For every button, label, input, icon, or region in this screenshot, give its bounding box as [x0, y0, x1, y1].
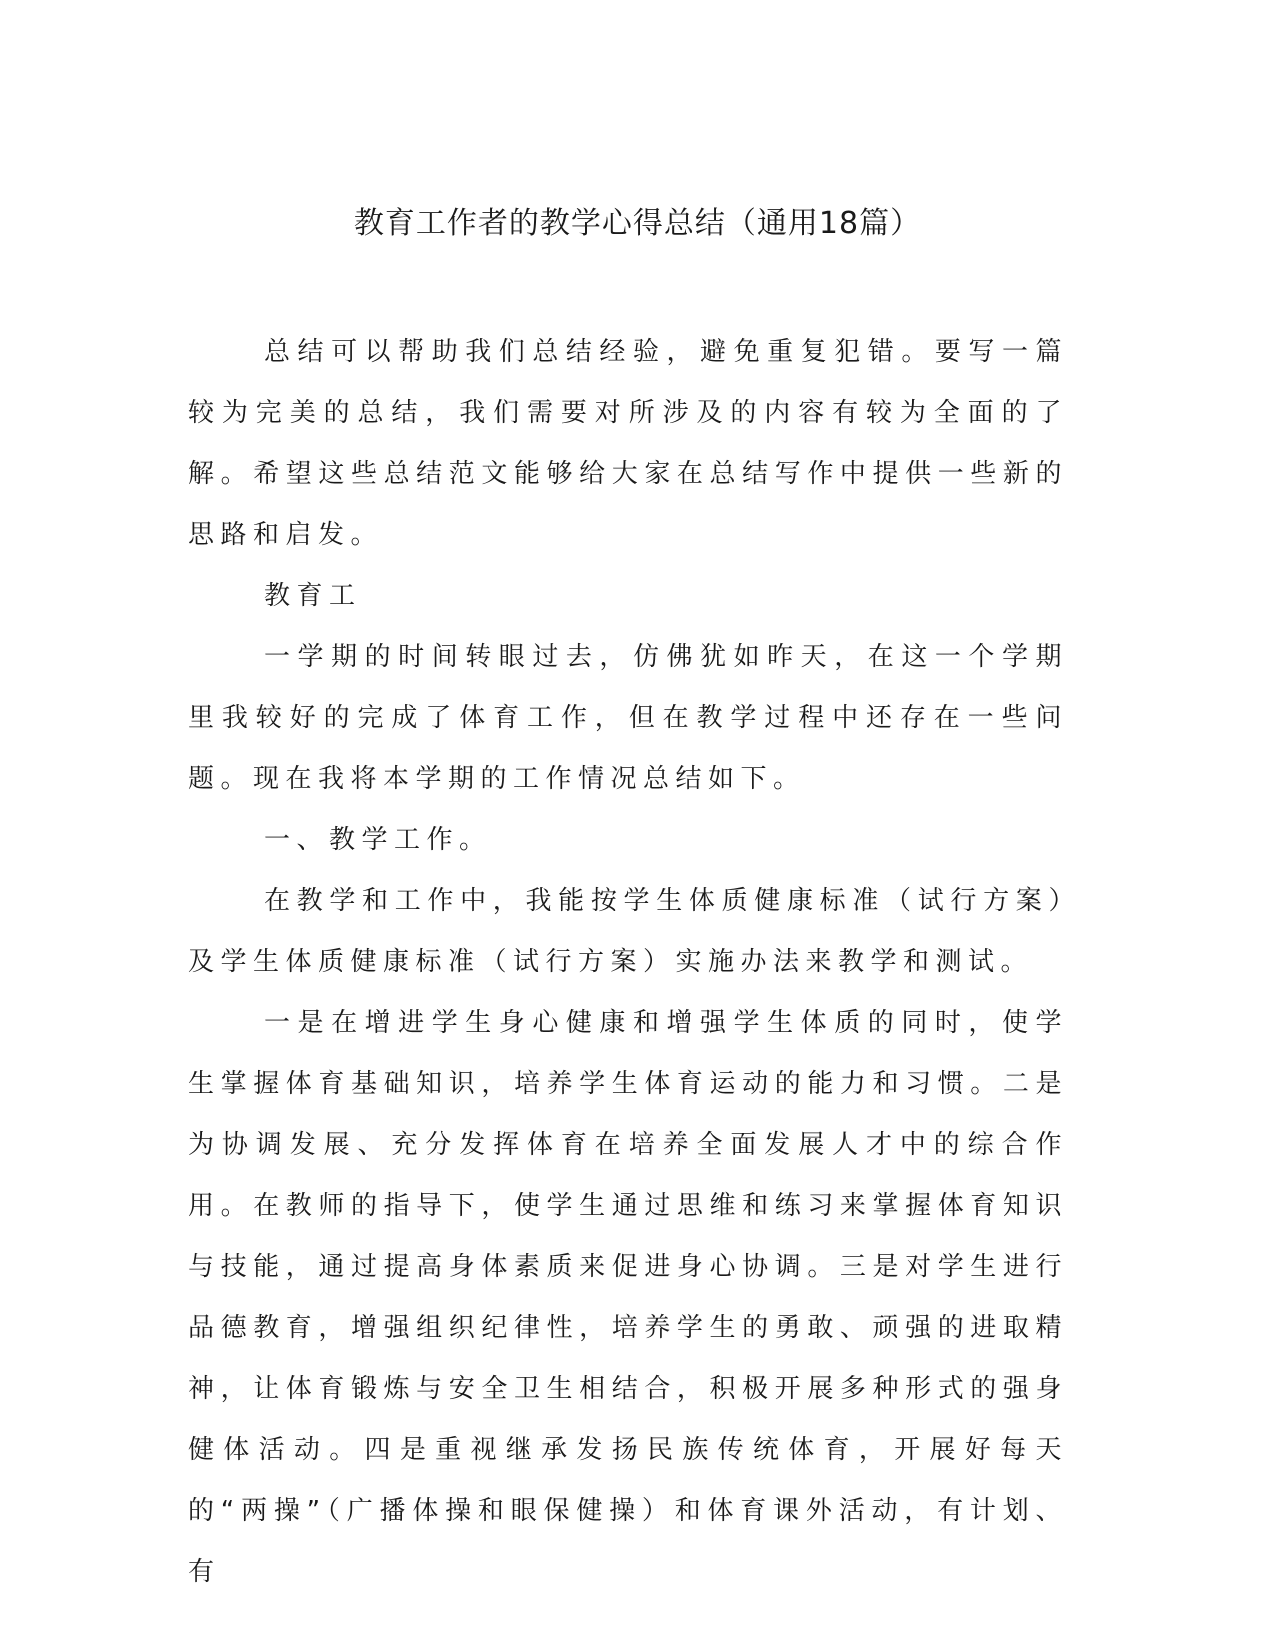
- paragraph-semester: 一学期的时间转眼过去，仿佛犹如昨天，在这一个学期里我较好的完成了体育工作，但在教学过程中还存在一些问题。现在我将本学期的工作情况总结如下。: [188, 642, 1068, 794]
- document-body: [188, 322, 1068, 1603]
- paragraph-standards: 在教学和工作中，我能按学生体质健康标准（试行方案）及学生体质健康标准（试行方案）实施办法来教学和测试。: [188, 886, 1068, 977]
- paragraph-intro: 总结可以帮助我们总结经验，避免重复犯错。要写一篇较为完美的总结，我们需要对所涉及的内容有较为全面的了解。希望这些总结范文能够给大家在总结写作中提供一些新的思路和启发。: [188, 337, 1068, 550]
- document-title: 教育工作者的教学心得总结（通用18篇）: [353, 206, 922, 241]
- section-heading-teaching: 一、教学工作。: [264, 825, 492, 855]
- paragraph-subtitle: 教育工: [264, 581, 362, 611]
- paragraph-goals: 一是在增进学生身心健康和增强学生体质的同时，使学生掌握体育基础知识，培养学生体育运动的能力和习惯。二是为协调发展、充分发挥体育在培养全面发展人才中的综合作用。在教师的指导下，使学生通过思维和练习来掌握体育知识与技能，通过提高身体素质来促进身心协调。三是对学生进行品德教育，增强组织纪律性，培养学生的勇敢、顽强的进取精神，让体育锻炼与安全卫生相结合，积极开展多种形式的强身健体活动。四是重视继承发扬民族传统体育，开展好每天的“两操”（广播体操和眼保健操）和体育课外活动，有计划、有: [188, 1008, 1068, 1587]
